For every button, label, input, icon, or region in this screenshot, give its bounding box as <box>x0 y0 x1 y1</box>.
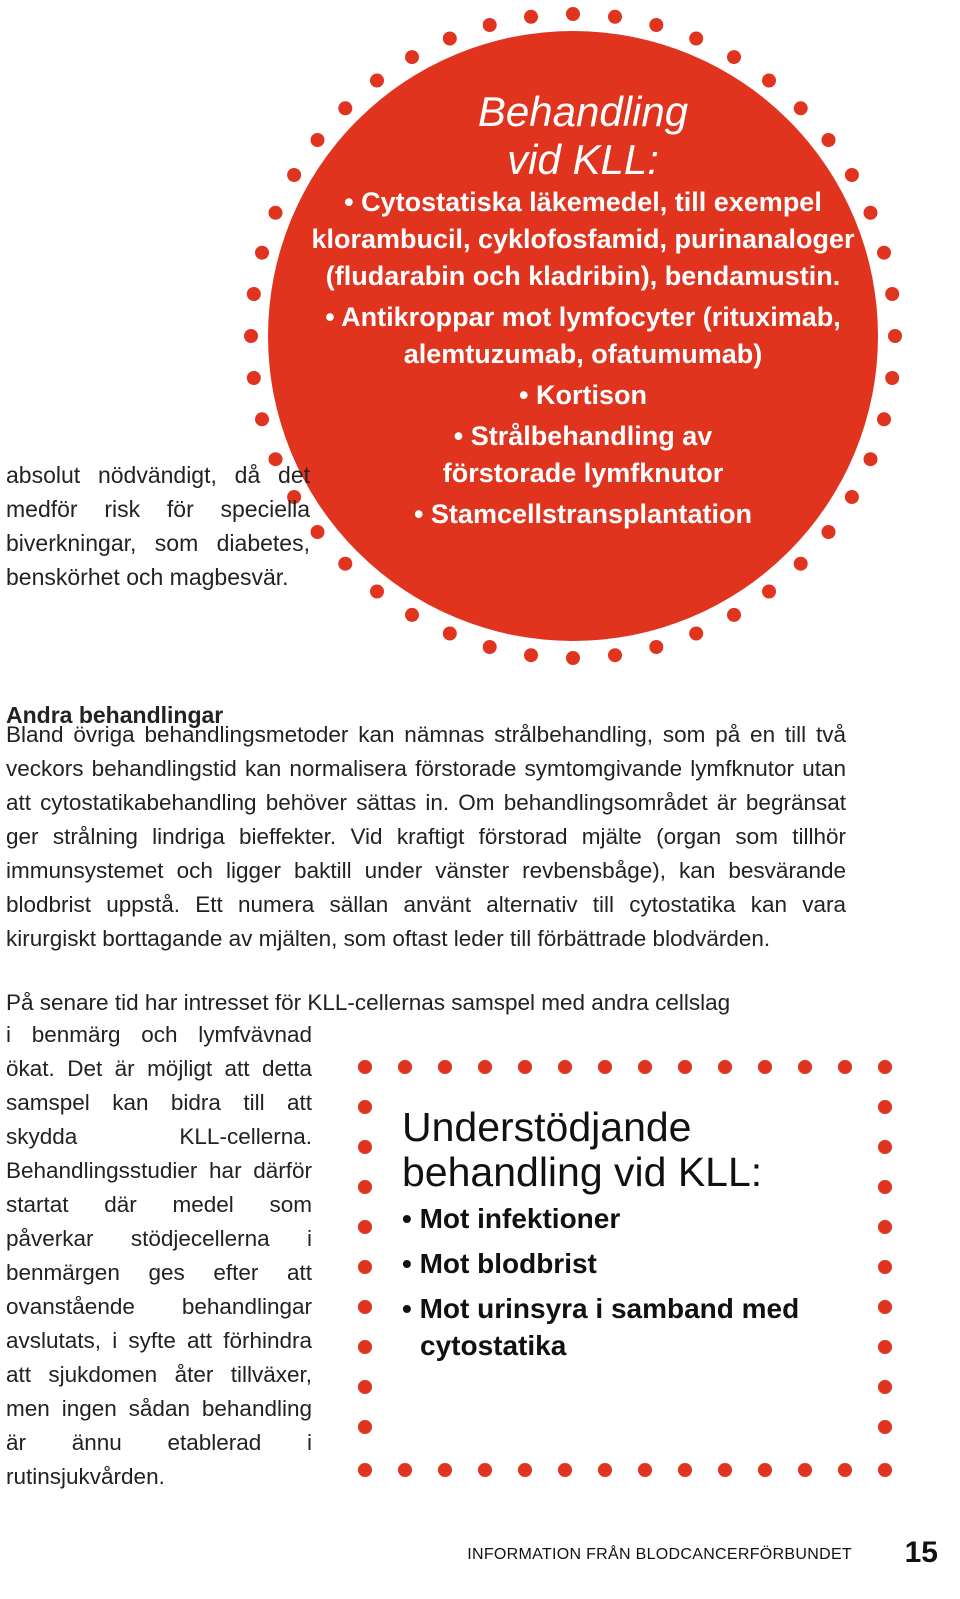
footer-publisher: INFORMATION FRÅN BLODCANCERFÖRBUNDET <box>467 1546 852 1563</box>
box-dot <box>358 1180 372 1194</box>
box-dot <box>478 1060 492 1074</box>
side-paragraph: absolut nödvändigt, då det medför risk för speciella biverkningar, som diabetes, benskörhet och magbesvär. <box>6 462 310 590</box>
box-dot <box>838 1060 852 1074</box>
box-dot <box>518 1463 532 1477</box>
box-dot <box>438 1060 452 1074</box>
box-dot <box>718 1060 732 1074</box>
circle-dot <box>338 557 352 571</box>
box-dot <box>358 1380 372 1394</box>
circle-title: Behandling vid KLL: <box>477 88 689 183</box>
circle-dot <box>247 287 261 301</box>
box-dot <box>878 1380 892 1394</box>
box-dot <box>678 1060 692 1074</box>
body-paragraph-2-rest: i benmärg och lymfvävnad ökat. Det är möjligt att detta samspel kan bidra till att skydda KLL-cellerna. Behandlingsstudier har därför startat där medel som påverkar stödjecellerna i benmärgen ges efter att ovanstående behandlingar avslutats, i syfte att förhindra att sjukdomen åter tillväxer, men ingen sådan behandling är ännu etablerad i rutinsjukvården. <box>6 1022 312 1489</box>
box-dot <box>878 1060 892 1074</box>
circle-dot <box>443 627 457 641</box>
body-paragraph-1: Bland övriga behandlingsmetoder kan nämnas strålbehandling, som på en till två veckors behandlingstid kan normalisera förstorade symtomgivande lymfknutor utan att cytostatikabehandling behöver sättas in. Om behandlingsområdet är begränsat ger strålning lindriga bieffekter. Vid kraftigt förstorad mjälte (organ som tillhör immunsystemet och ligger baktill under vänster revbensbåge), kan besvärande blodbrist uppstå. Ett numera sällan använt alternativ till cytostatika kan vara kirurgiskt borttagande av mjälten, som oftast leder till förbättrade blodvärden. <box>6 722 846 951</box>
box-title: Understödjande behandling vid KLL: <box>402 1104 763 1195</box>
box-dot <box>478 1463 492 1477</box>
circle-item-cytostatika: • Cytostatiska läkemedel, till exempel klorambucil, cyklofosfamid, purinanaloger (fludarabin och kladribin), bendamustin. <box>311 187 855 291</box>
box-dot <box>838 1463 852 1477</box>
circle-dot <box>566 7 580 21</box>
box-dot <box>878 1180 892 1194</box>
box-dot <box>878 1300 892 1314</box>
box-dot <box>878 1140 892 1154</box>
box-dot <box>398 1060 412 1074</box>
circle-dot <box>405 608 419 622</box>
box-dot <box>358 1463 372 1477</box>
circle-dot <box>762 585 776 599</box>
circle-dot <box>483 18 497 32</box>
body-paragraph-2-start: På senare tid har intresset för KLL-cellernas samspel med andra cellslag <box>6 990 731 1015</box>
circle-dot <box>608 648 622 662</box>
box-dot <box>598 1463 612 1477</box>
box-item-infektioner: • Mot infektioner <box>402 1203 621 1234</box>
box-dot <box>398 1463 412 1477</box>
box-dot <box>358 1260 372 1274</box>
circle-dot <box>370 74 384 88</box>
box-dot <box>598 1060 612 1074</box>
box-dot <box>358 1060 372 1074</box>
box-dot <box>718 1463 732 1477</box>
box-dot <box>878 1463 892 1477</box>
supportive-treatment-box <box>350 1055 900 1495</box>
box-dot <box>758 1463 772 1477</box>
page-number: 15 <box>904 1536 938 1569</box>
box-dot <box>878 1100 892 1114</box>
box-dot <box>878 1220 892 1234</box>
box-dot <box>758 1060 772 1074</box>
circle-item-stralbehandling: • Strålbehandling av förstorade lymfknutor <box>442 421 724 488</box>
circle-item-antikroppar: • Antikroppar mot lymfocyter (rituximab, alemtuzumab, ofatumumab) <box>325 302 841 369</box>
box-dot <box>878 1260 892 1274</box>
circle-dot <box>566 651 580 665</box>
circle-dot <box>244 329 258 343</box>
box-dot <box>358 1220 372 1234</box>
circle-dot <box>762 74 776 88</box>
circle-dot <box>247 371 261 385</box>
circle-dot <box>483 640 497 654</box>
circle-item-kortison: • Kortison <box>519 380 647 410</box>
circle-dot <box>689 32 703 46</box>
circle-treatment-list <box>278 184 888 537</box>
circle-dot <box>727 608 741 622</box>
circle-item-stamcell: • Stamcellstransplantation <box>413 499 753 529</box>
circle-dot <box>255 412 269 426</box>
box-list <box>402 1200 842 1372</box>
box-dot <box>638 1060 652 1074</box>
circle-dot <box>370 585 384 599</box>
circle-dot <box>255 246 269 260</box>
circle-dot <box>689 627 703 641</box>
circle-dot <box>608 10 622 24</box>
box-dot <box>558 1060 572 1074</box>
box-dot <box>798 1060 812 1074</box>
box-dot <box>358 1340 372 1354</box>
box-dot <box>798 1463 812 1477</box>
circle-dot <box>649 18 663 32</box>
circle-dot <box>524 648 538 662</box>
box-item-urinsyra: • Mot urinsyra i samband med cytostatika <box>402 1293 800 1361</box>
box-dot <box>678 1463 692 1477</box>
box-dot <box>358 1100 372 1114</box>
box-dot <box>878 1340 892 1354</box>
box-dot <box>518 1060 532 1074</box>
circle-dot <box>727 50 741 64</box>
box-dot <box>358 1300 372 1314</box>
box-item-blodbrist: • Mot blodbrist <box>402 1248 597 1279</box>
box-dot <box>878 1420 892 1434</box>
box-dot <box>358 1420 372 1434</box>
box-dot <box>358 1140 372 1154</box>
circle-dot <box>443 32 457 46</box>
circle-dot <box>524 10 538 24</box>
circle-dot <box>794 557 808 571</box>
box-dot <box>638 1463 652 1477</box>
circle-dot <box>405 50 419 64</box>
circle-dot <box>888 329 902 343</box>
section-heading: Andra behandlingar <box>6 702 224 728</box>
circle-dot <box>649 640 663 654</box>
box-dot <box>438 1463 452 1477</box>
box-dot <box>558 1463 572 1477</box>
